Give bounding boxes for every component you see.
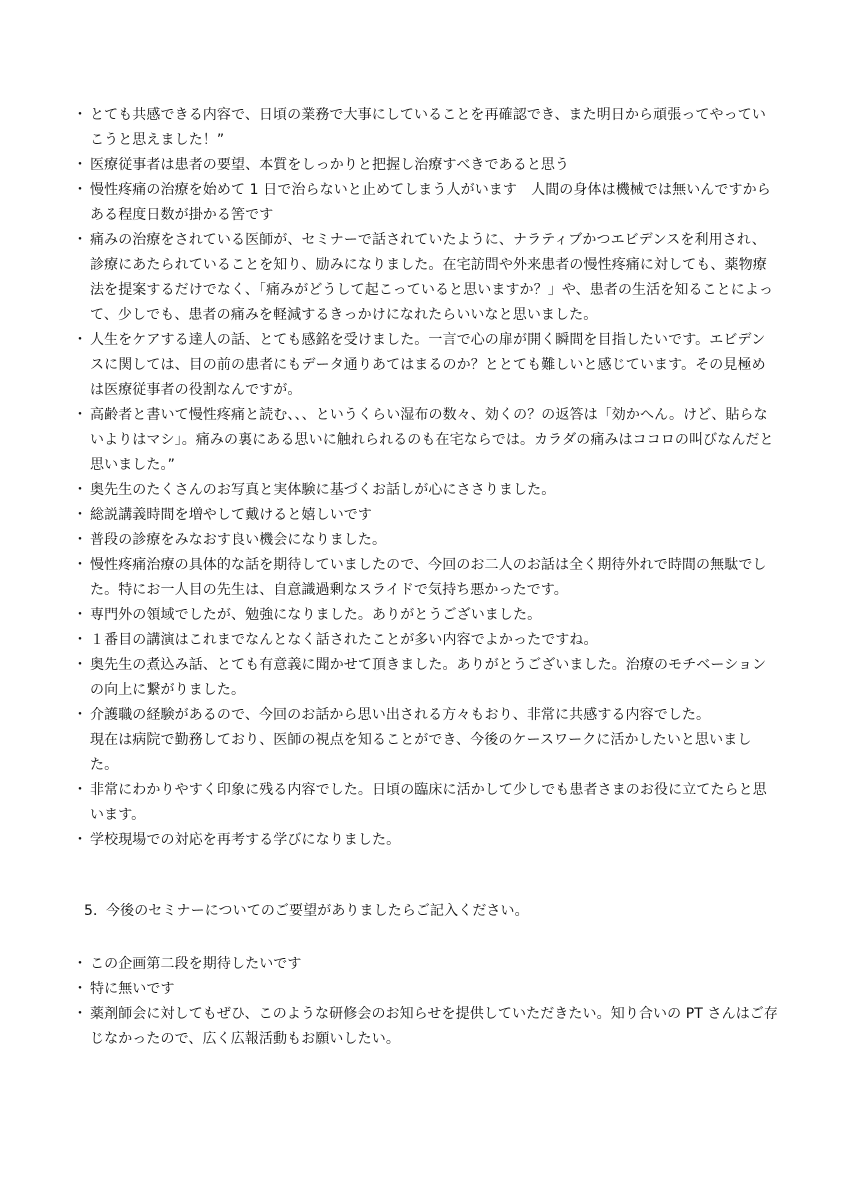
section-5-title: 今後のセミナーについてのご要望がありましたらご記入ください。 <box>106 903 529 919</box>
requests-list <box>78 952 778 1052</box>
feedback-item: ・ 普段の診療をみなおす良い機会になりました。 <box>78 528 778 553</box>
feedback-item: ・ 慢性疼痛の治療を始めて 1 日で治らないと止めてしまう人がいます 人間の身体は機械では無いんですからある程度日数が掛かる筈です <box>78 178 778 228</box>
request-item: ・ この企画第二段を期待したいです <box>78 952 778 977</box>
feedback-list <box>78 103 778 853</box>
feedback-item: ・ 人生をケアする達人の話、とても感銘を受けました。一言で心の扉が開く瞬間を目指したいです。エビデンスに関しては、目の前の患者にもデータ通りあてはまるのか？ととても難しいと感じています。その見極めは医療従事者の役割なんですが。 <box>78 328 778 403</box>
feedback-item: ・ １番目の講演はこれまでなんとなく話されたことが多い内容でよかったですね。 <box>78 628 778 653</box>
section-5-number: 5． <box>84 903 108 919</box>
feedback-item: ・ 総説講義時間を増やして戴けると嬉しいです <box>78 503 778 528</box>
feedback-item: ・ 専門外の領域でしたが、勉強になりました。ありがとうございました。 <box>78 603 778 628</box>
feedback-item: ・ 痛みの治療をされている医師が、セミナーで話されていたように、ナラティブかつエビデンスを利用され、診療にあたられていることを知り、励みになりました。在宅訪問や外来患者の慢性疼痛に対しても、薬物療法を提案するだけでなく、「痛みがどうして起こっていると思いますか？」や、患者の生活を知ることによって、少しでも、患者の痛みを軽減するきっかけになれたらいいなと思いました。 <box>78 228 778 328</box>
feedback-item: ・ 慢性疼痛治療の具体的な話を期待していましたので、今回のお二人のお話は全く期待外れで時間の無駄でした。特にお一人目の先生は、自意識過剰なスライドで気持ち悪かったです。 <box>78 553 778 603</box>
feedback-item: ・ とても共感できる内容で、日頃の業務で大事にしていることを再確認でき、また明日から頑張ってやっていこうと思えました！” <box>78 103 778 153</box>
feedback-item: ・ 医療従事者は患者の要望、本質をしっかりと把握し治療すべきであると思う <box>78 153 778 178</box>
feedback-item: ・ 奥先生の煮込み話、とても有意義に聞かせて頂きました。ありがとうございました。治療のモチベーションの向上に繋がりました。 <box>78 653 778 703</box>
feedback-item: ・ 奥先生のたくさんのお写真と実体験に基づくお話しが心にささりました。 <box>78 478 778 503</box>
request-item: ・ 特に無いです <box>78 977 778 1002</box>
feedback-item: ・ 介護職の経験があるので、今回のお話から思い出される方々もおり、非常に共感する内容でした。 現在は病院で勤務しており、医師の視点を知ることができ、今後のケースワークに活かしたいと思いました。 <box>78 703 778 778</box>
section-5-heading <box>84 899 529 924</box>
feedback-item: ・ 高齢者と書いて慢性疼痛と読む、、、というくらい湿布の数々、効くの？の返答は「効かへん。けど、貼らないよりはマシ」。痛みの裏にある思いに触れられるのも在宅ならでは。カラダの痛みはココロの叫びなんだと思いました。” <box>78 403 778 478</box>
feedback-item: ・ 非常にわかりやすく印象に残る内容でした。日頃の臨床に活かして少しでも患者さまのお役に立てたらと思います。 <box>78 778 778 828</box>
request-item: ・ 薬剤師会に対してもぜひ、このような研修会のお知らせを提供していただきたい。知り合いの PT さんはご存じなかったので、広く広報活動もお願いしたい。 <box>78 1002 778 1052</box>
feedback-item: ・ 学校現場での対応を再考する学びになりました。 <box>78 828 778 853</box>
